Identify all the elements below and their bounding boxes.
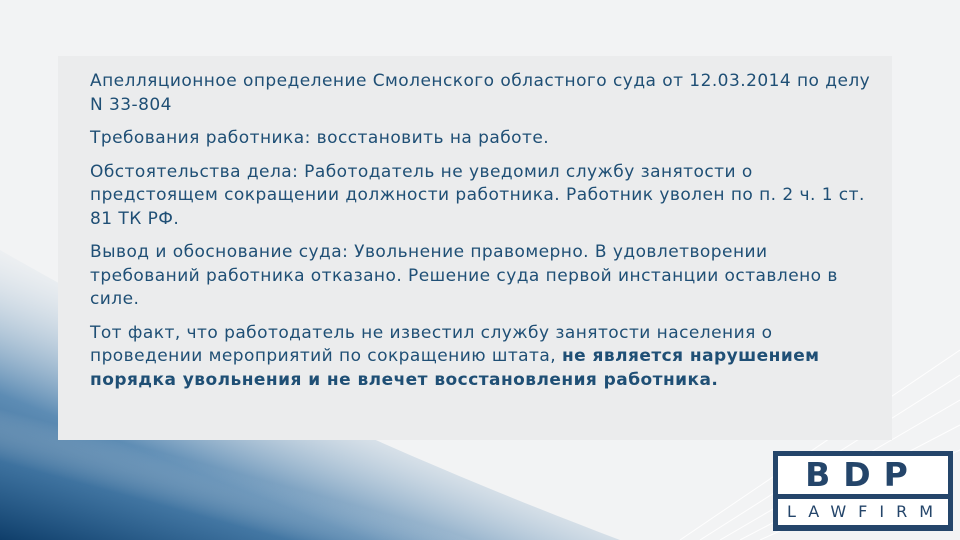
bdp-lawfirm-logo <box>773 451 953 531</box>
bullet-item <box>90 127 878 151</box>
bullet-text: Апелляционное определение Смоленского областного суда от 12.03.2014 по делу N 33-804 <box>90 71 871 115</box>
bullet-list <box>90 70 878 392</box>
content-panel <box>58 56 892 440</box>
logo-lawfirm-text: LAWFIRM <box>786 502 945 521</box>
bullet-text: Вывод и обоснование суда: Увольнение правомерно. В удовлетворении требований работника отказано. Решение суда первой инстанции оставлено в силе. <box>90 242 838 309</box>
bullet-text: Обстоятельства дела: Работодатель не уведомил службу занятости о предстоящем сокращении должности работника. Работник уволен по п. 2 ч. 1 ст. 81 ТК РФ. <box>90 161 865 229</box>
bullet-item <box>90 161 878 232</box>
bullet-item <box>90 70 878 117</box>
bullet-text: Требования работника: восстановить на работе. <box>90 128 550 148</box>
bullet-emphasis: не является нарушением порядка увольнения и не влечет восстановления работника. <box>90 346 820 390</box>
bullet-item <box>90 322 878 393</box>
bullet-item <box>90 241 878 312</box>
logo-bdp-text: BDP <box>805 455 921 494</box>
bullet-text: Тот факт, что работодатель не известил службу занятости населения о проведении мероприятий по сокращению штата, <box>90 322 773 366</box>
